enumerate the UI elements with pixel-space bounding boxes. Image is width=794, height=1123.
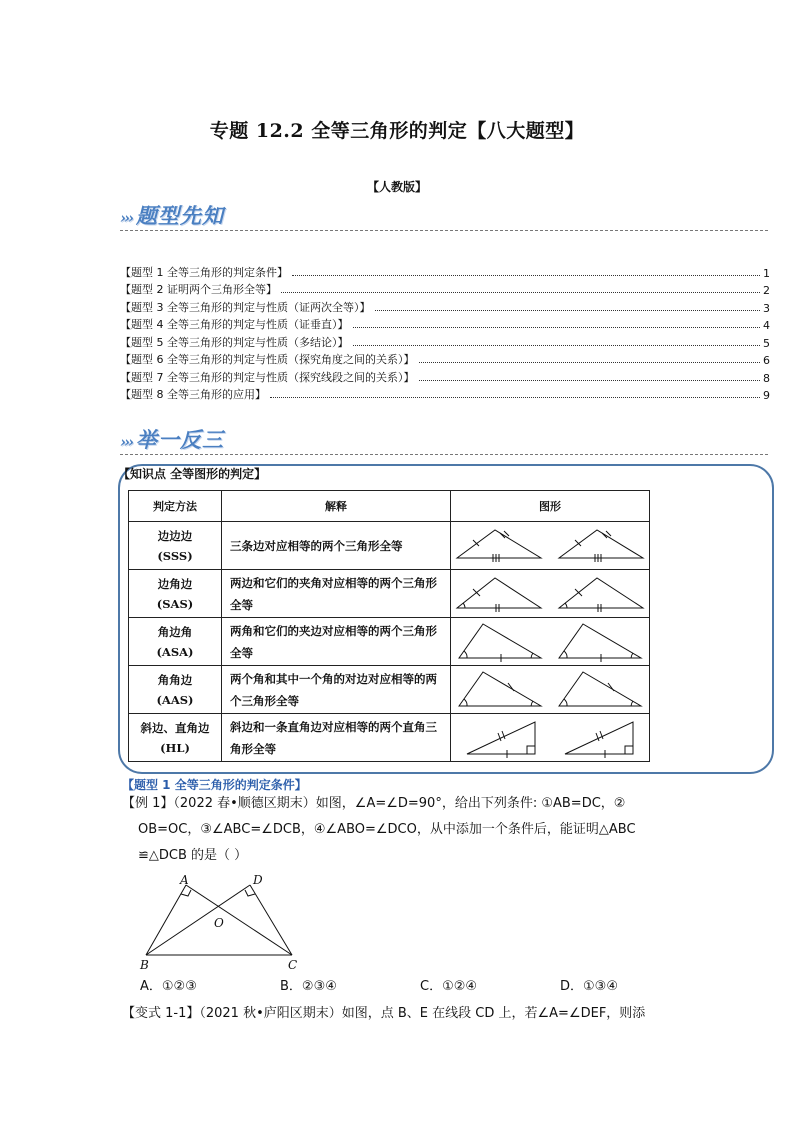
answer-options xyxy=(140,975,700,994)
table-of-contents xyxy=(120,262,770,402)
hl-figure xyxy=(451,714,650,762)
table-row xyxy=(129,570,650,618)
segment-bd xyxy=(146,885,250,955)
banner-practice-text: 举一反三 xyxy=(136,427,224,452)
question-line: OB=OC，③∠ABC=∠DCB，④∠ABO=∠DCO，从中添加一个条件后，能证明△ABC xyxy=(138,822,636,837)
section-heading: 【题型 1 全等三角形的判定条件】 xyxy=(122,778,307,792)
explain-cell: 斜边和一条直角边对应相等的两个直角三角形全等 xyxy=(222,714,451,762)
header-explain: 解释 xyxy=(222,491,451,522)
toc-item[interactable]: 【题型 7 全等三角形的判定与性质（探究线段之间的关系）】 8 xyxy=(120,370,770,385)
table-row xyxy=(129,522,650,570)
sas-figure xyxy=(451,570,650,618)
edition-label: 【人教版】 xyxy=(366,180,427,194)
option-c[interactable]: C．①②④ xyxy=(420,979,478,994)
header-figure: 图形 xyxy=(451,491,650,522)
toc-item[interactable]: 【题型 1 全等三角形的判定条件】 1 xyxy=(120,265,770,280)
toc-item[interactable]: 【题型 5 全等三角形的判定与性质（多结论）】 5 xyxy=(120,335,770,350)
geometry-figure xyxy=(130,872,310,974)
option-a[interactable]: A．①②③ xyxy=(140,979,197,994)
method-cell: 角角边 (AAS) xyxy=(129,666,222,714)
explain-cell: 三条边对应相等的两个三角形全等 xyxy=(222,522,451,570)
asa-figure xyxy=(451,618,650,666)
knowledge-title: 【知识点 全等图形的判定】 xyxy=(118,467,267,481)
criteria-table xyxy=(128,490,650,762)
variant-question: 【变式 1-1】（2021 秋•庐阳区期末）如图，点 B、E 在线段 CD 上，若∠A=∠DEF，则添 xyxy=(122,1006,646,1021)
sss-figure xyxy=(451,522,650,570)
segment-cd xyxy=(250,885,292,955)
aas-figure xyxy=(451,666,650,714)
toc-item[interactable]: 【题型 6 全等三角形的判定与性质（探究角度之间的关系）】 6 xyxy=(120,353,770,367)
option-d[interactable]: D．①③④ xyxy=(560,979,618,994)
explain-cell: 两边和它们的夹角对应相等的两个三角形全等 xyxy=(222,570,451,618)
explain-cell: 两个角和其中一个角的对边对应相等的两个三角形全等 xyxy=(222,666,451,714)
question-line: ≌△DCB 的是（ ） xyxy=(138,848,248,863)
table-row xyxy=(129,714,650,762)
option-b[interactable]: B．②③④ xyxy=(280,979,337,994)
table-row xyxy=(129,618,650,666)
header-method: 判定方法 xyxy=(129,491,222,522)
label-o: O xyxy=(214,916,224,930)
method-cell: 边角边 (SAS) xyxy=(129,570,222,618)
label-a: A xyxy=(180,873,189,887)
toc-item[interactable]: 【题型 3 全等三角形的判定与性质（证两次全等）】 3 xyxy=(120,300,770,315)
arrows-icon: ››› xyxy=(120,433,132,451)
divider xyxy=(120,454,768,455)
banner-overview xyxy=(120,200,224,230)
method-cell: 角边角 (ASA) xyxy=(129,618,222,666)
label-d: D xyxy=(253,873,263,887)
example-question xyxy=(122,791,682,869)
toc-item[interactable]: 【题型 8 全等三角形的应用】 9 xyxy=(120,388,770,402)
method-cell: 斜边、直角边 (HL) xyxy=(129,714,222,762)
explain-cell: 两角和它们的夹边对应相等的两个三角形全等 xyxy=(222,618,451,666)
table-row xyxy=(129,666,650,714)
question-line: 【例 1】（2022 春•顺德区期末）如图，∠A=∠D=90°，给出下列条件: ①AB=DC，② xyxy=(122,796,626,811)
method-cell: 边边边 (SSS) xyxy=(129,522,222,570)
label-b: B xyxy=(140,958,149,972)
arrows-icon: ››› xyxy=(120,209,132,227)
banner-practice xyxy=(120,424,224,454)
segment-ba xyxy=(146,885,186,955)
divider xyxy=(120,230,768,231)
toc-item[interactable]: 【题型 4 全等三角形的判定与性质（证垂直）】 4 xyxy=(120,318,770,332)
page-title: 专题 12.2 全等三角形的判定【八大题型】 xyxy=(209,120,585,142)
toc-item[interactable]: 【题型 2 证明两个三角形全等】 2 xyxy=(120,283,770,297)
banner-overview-text: 题型先知 xyxy=(136,203,224,228)
segment-ac xyxy=(186,885,292,955)
label-c: C xyxy=(288,958,298,972)
